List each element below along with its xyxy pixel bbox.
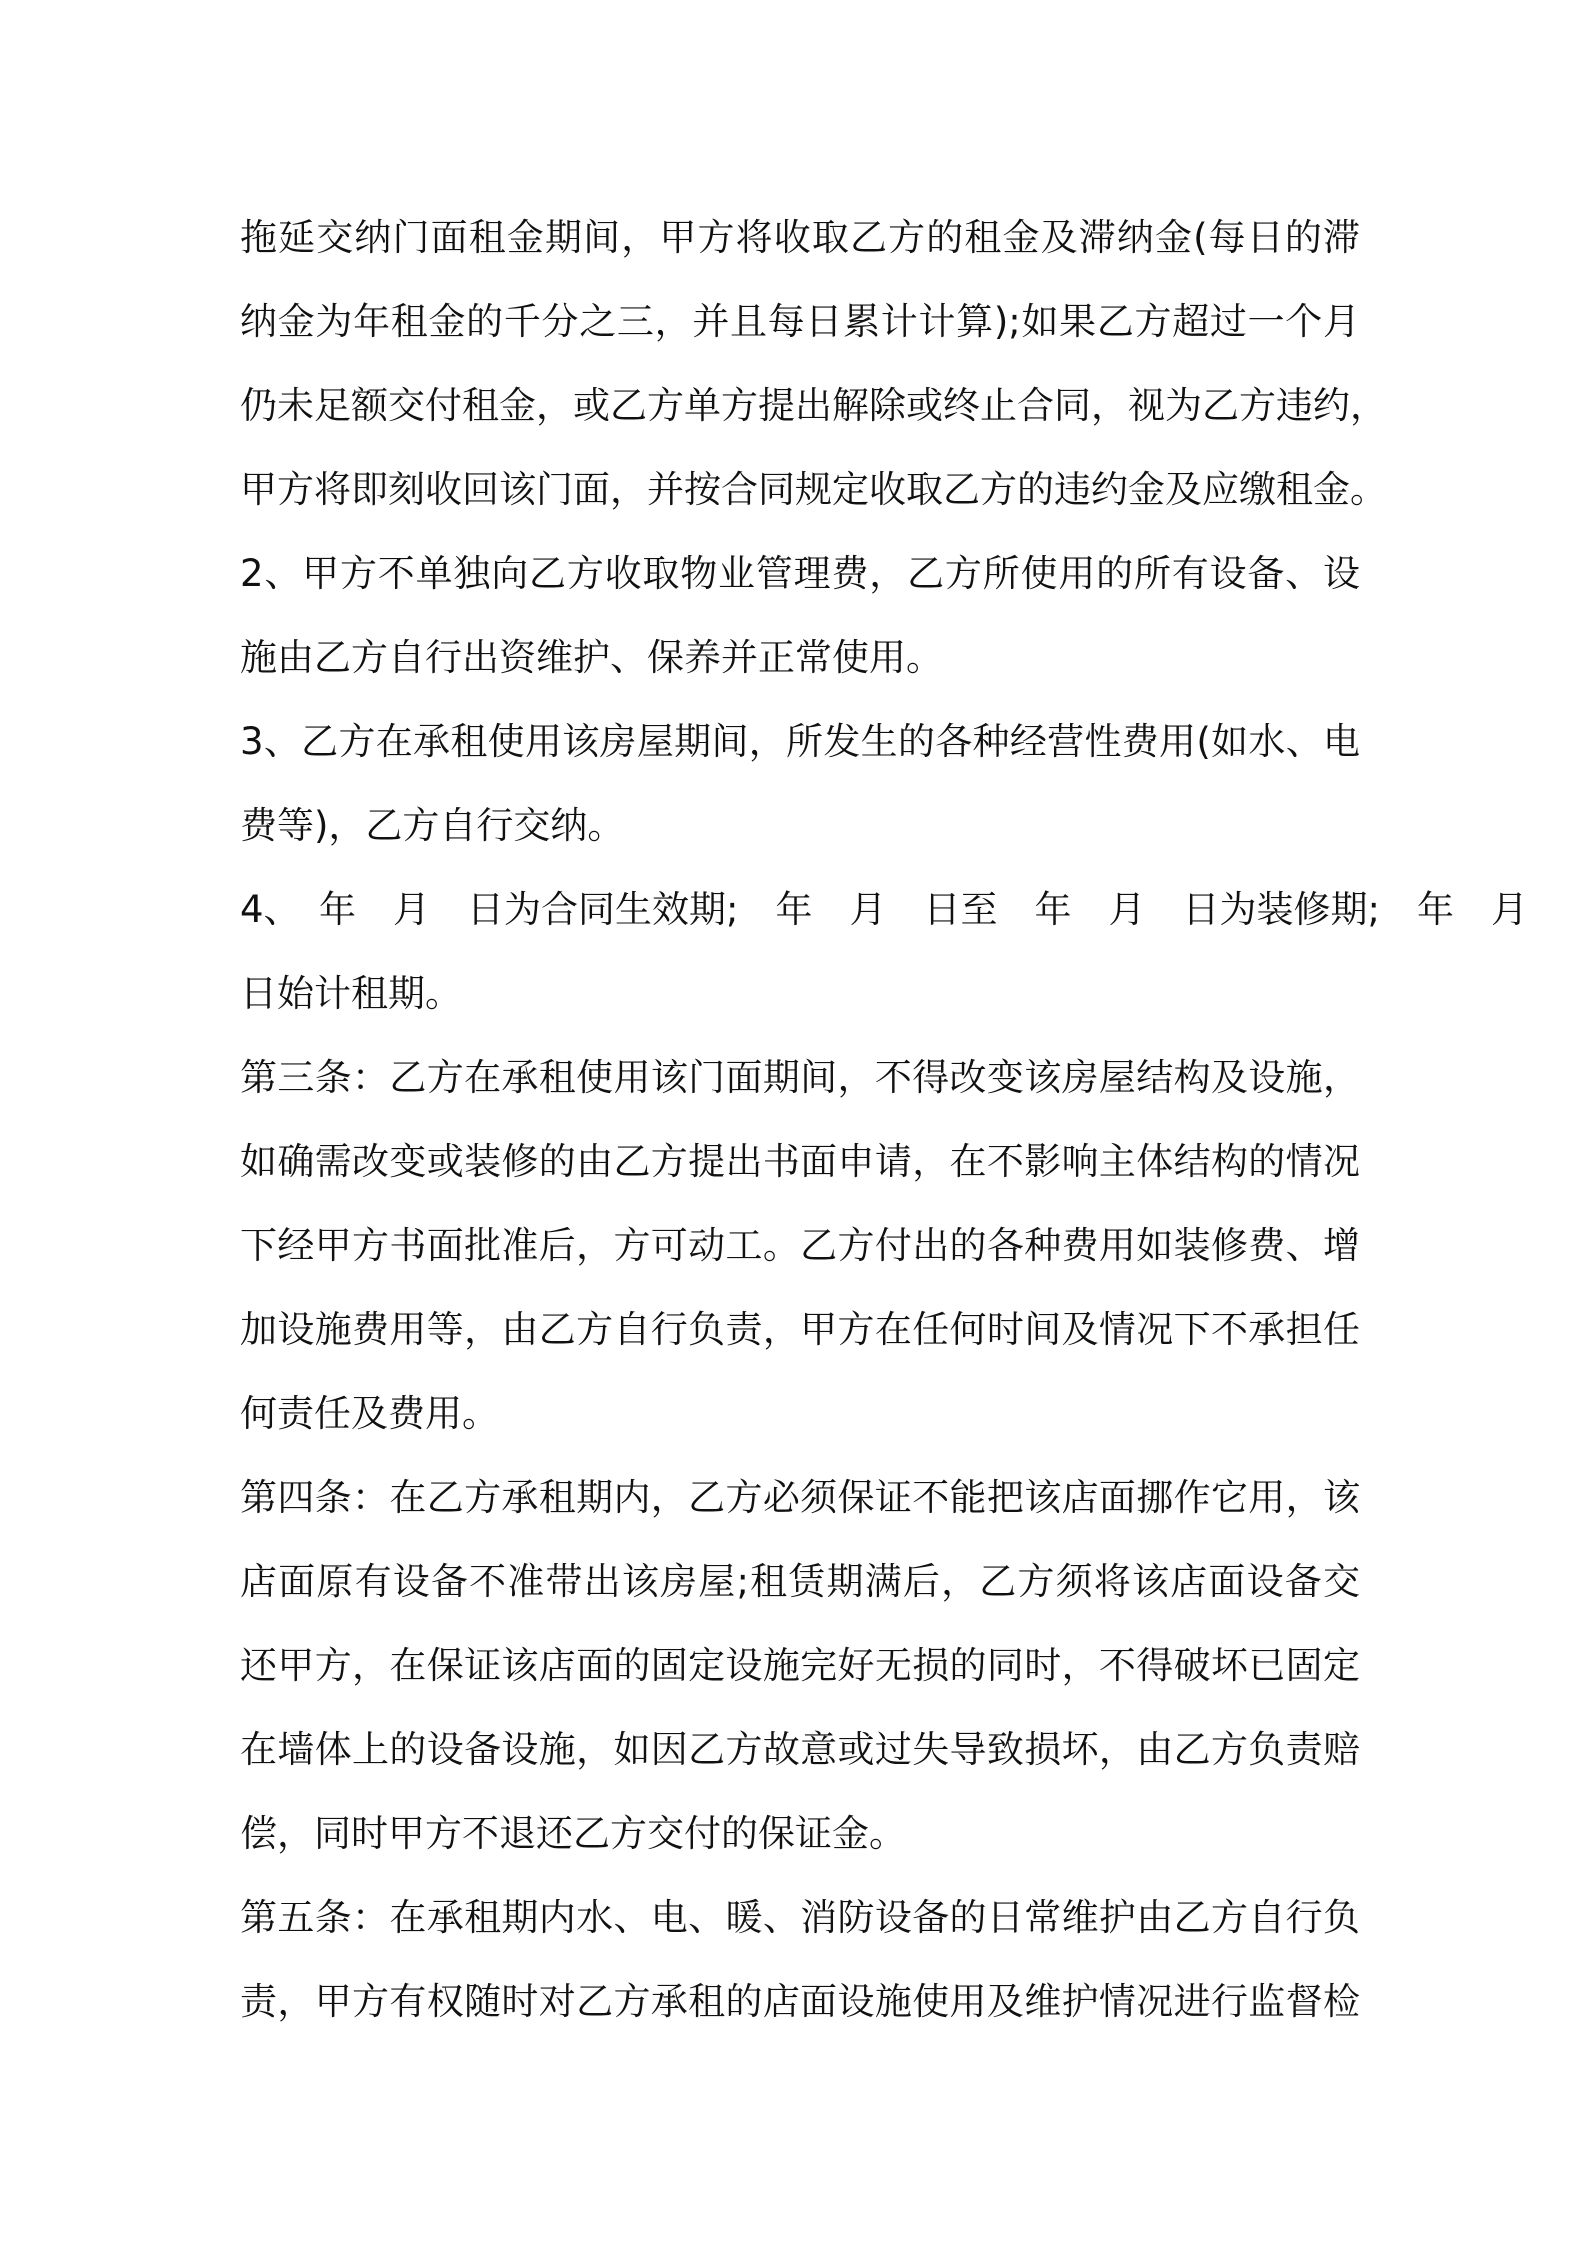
- text-line: 偿，同时甲方不退还乙方交付的保证金。: [240, 1812, 906, 1855]
- text-line: 施由乙方自行出资维护、保养并正常使用。: [240, 636, 943, 679]
- document-body: [240, 196, 1528, 2044]
- text-line: 甲方将即刻收回该门面，并按合同规定收取乙方的违约金及应缴租金。: [240, 468, 1387, 511]
- text-line: 下经甲方书面批准后，方可动工。乙方付出的各种费用如装修费、增: [240, 1224, 1360, 1267]
- text-line: 纳金为年租金的千分之三，并且每日累计计算);如果乙方超过一个月: [240, 300, 1360, 343]
- text-line: 2、甲方不单独向乙方收取物业管理费，乙方所使用的所有设备、设: [240, 552, 1360, 595]
- text-line: 店面原有设备不准带出该房屋;租赁期满后，乙方须将该店面设备交: [240, 1560, 1360, 1603]
- text-line: 第三条：乙方在承租使用该门面期间，不得改变该房屋结构及设施，: [240, 1056, 1360, 1099]
- text-line: 拖延交纳门面租金期间，甲方将收取乙方的租金及滞纳金(每日的滞: [240, 216, 1360, 259]
- text-line: 日始计租期。: [240, 972, 462, 1015]
- text-line: 加设施费用等，由乙方自行负责，甲方在任何时间及情况下不承担任: [240, 1308, 1360, 1351]
- text-line: 费等)，乙方自行交纳。: [240, 804, 625, 847]
- text-line: 第五条：在承租期内水、电、暖、消防设备的日常维护由乙方自行负: [240, 1896, 1360, 1939]
- text-line: 4、 年 月 日为合同生效期; 年 月 日至 年 月 日为装修期; 年 月: [240, 888, 1528, 931]
- text-line: 责，甲方有权随时对乙方承租的店面设施使用及维护情况进行监督检: [240, 1980, 1360, 2023]
- text-line: 3、乙方在承租使用该房屋期间，所发生的各种经营性费用(如水、电: [240, 720, 1360, 763]
- text-line: 何责任及费用。: [240, 1392, 499, 1435]
- text-line: 在墙体上的设备设施，如因乙方故意或过失导致损坏，由乙方负责赔: [240, 1728, 1360, 1771]
- text-line: 仍未足额交付租金，或乙方单方提出解除或终止合同，视为乙方违约，: [240, 384, 1387, 427]
- text-line: 如确需改变或装修的由乙方提出书面申请，在不影响主体结构的情况: [240, 1140, 1360, 1183]
- text-line: 还甲方，在保证该店面的固定设施完好无损的同时，不得破坏已固定: [240, 1644, 1360, 1687]
- text-line: 第四条：在乙方承租期内，乙方必须保证不能把该店面挪作它用，该: [240, 1476, 1360, 1519]
